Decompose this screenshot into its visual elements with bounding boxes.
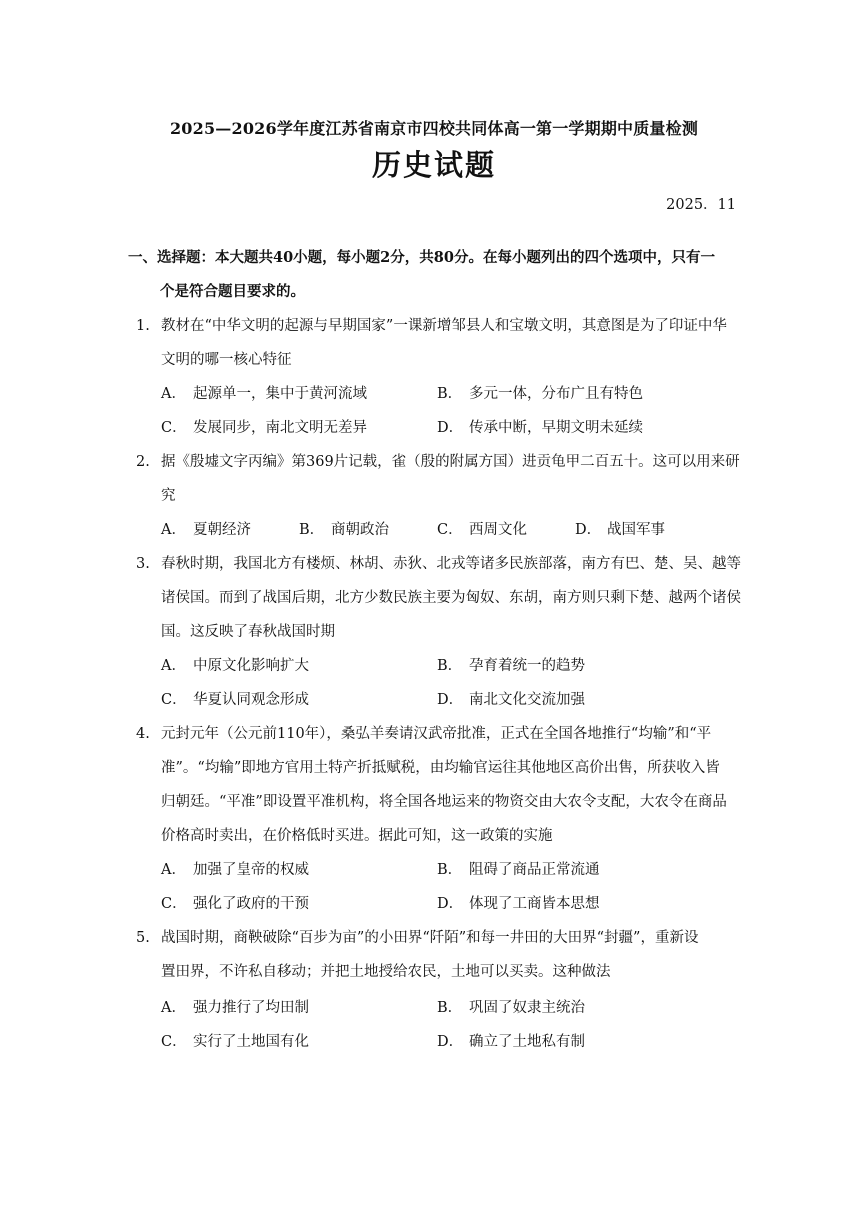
option-d[interactable]: D． 南北文化交流加强 (437, 692, 585, 708)
question-number: 5. (136, 930, 150, 946)
section-line-2: 个是符合题目要求的。 (160, 283, 305, 300)
option-c[interactable]: C． 华夏认同观念形成 (161, 692, 309, 708)
option-b[interactable]: B． 孕育着统一的趋势 (437, 658, 585, 674)
option-c[interactable]: C． 实行了土地国有化 (161, 1034, 309, 1050)
option-d[interactable]: D． 传承中断，早期文明未延续 (437, 420, 643, 436)
option-a[interactable]: A． 强力推行了均田制 (161, 1000, 309, 1016)
question-number: 4. (136, 726, 150, 742)
question-4-options-row-2 (161, 887, 741, 921)
question-4 (136, 717, 744, 853)
question-number: 3. (136, 556, 150, 572)
question-text-line: 教材在“中华文明的起源与早期国家”一课新增邹县人和宝墩文明，其意图是为了印证中华 (161, 318, 727, 334)
question-text-line: 诸侯国。而到了战国后期，北方少数民族主要为匈奴、东胡，南方则只剩下楚、越两个诸侯 (161, 590, 741, 606)
question-text-line: 文明的哪一核心特征 (161, 352, 292, 368)
question-text-line: 战国时期，商鞅破除“百步为亩”的小田界“阡陌”和每一井田的大田界“封疆”，重新设 (161, 930, 699, 946)
option-c[interactable]: C． 发展同步，南北文明无差异 (161, 420, 367, 436)
question-4-options-row-1 (161, 853, 741, 887)
option-a[interactable]: A． 起源单一，集中于黄河流域 (161, 386, 367, 402)
question-1-options-row-1 (161, 377, 741, 411)
option-d[interactable]: D． 战国军事 (575, 522, 665, 538)
question-number: 1. (136, 318, 150, 334)
section-instructions (128, 241, 748, 309)
option-b[interactable]: B． 多元一体，分布广且有特色 (437, 386, 643, 402)
question-text-line: 据《殷墟文字丙编》第369片记载，雀（殷的附属方国）进贡龟甲二百五十。这可以用来研 (161, 454, 740, 470)
subject-title: 历史试题 (371, 148, 496, 182)
question-text-line: 春秋时期，我国北方有楼烦、林胡、赤狄、北戎等诸多民族部落，南方有巴、楚、吴、越等 (161, 556, 741, 572)
question-text-line: 价格高时卖出，在价格低时买进。据此可知，这一政策的实施 (161, 828, 553, 844)
option-b[interactable]: B． 巩固了奴隶主统治 (437, 1000, 585, 1016)
option-d[interactable]: D． 体现了工商皆本思想 (437, 896, 600, 912)
exam-title: 2025—2026学年度江苏省南京市四校共同体高一第一学期期中质量检测 (169, 119, 699, 138)
option-b[interactable]: B． 阻碍了商品正常流通 (437, 862, 600, 878)
option-d[interactable]: D． 确立了土地私有制 (437, 1034, 585, 1050)
question-text-line: 国。这反映了春秋战国时期 (161, 624, 335, 640)
option-a[interactable]: A． 加强了皇帝的权威 (161, 862, 309, 878)
question-2-options-row (161, 513, 741, 547)
option-c[interactable]: C． 强化了政府的干预 (161, 896, 309, 912)
question-1-options-row-2 (161, 411, 741, 445)
question-3 (136, 547, 744, 649)
question-text-line: 归朝廷。“平准”即设置平准机构，将全国各地运来的物资交由大农令支配，大农令在商品 (161, 794, 727, 810)
option-a[interactable]: A． 夏朝经济 (161, 522, 251, 538)
exam-date: 2025．11 (666, 197, 736, 213)
question-5-options-row-2 (161, 1025, 741, 1059)
section-line-1: 一、选择题：本大题共40小题，每小题2分，共80分。在每小题列出的四个选项中，只有一 (128, 249, 715, 266)
question-3-options-row-2 (161, 683, 741, 717)
option-b[interactable]: B． 商朝政治 (299, 522, 389, 538)
question-text-line: 置田界，不许私自移动；并把土地授给农民，土地可以买卖。这种做法 (161, 964, 611, 980)
question-5 (136, 921, 744, 989)
question-5-options-row-1 (161, 991, 741, 1025)
option-c[interactable]: C． 西周文化 (437, 522, 527, 538)
question-text-line: 元封元年（公元前110年），桑弘羊奏请汉武帝批准，正式在全国各地推行“均输”和“平 (161, 726, 712, 742)
question-text-line: 准”。“均输”即地方官用土特产折抵赋税，由均输官运往其他地区高价出售，所获收入皆 (161, 760, 720, 776)
option-a[interactable]: A． 中原文化影响扩大 (161, 658, 309, 674)
question-text-line: 究 (161, 488, 176, 504)
question-3-options-row-1 (161, 649, 741, 683)
question-1 (136, 309, 744, 377)
question-number: 2. (136, 454, 150, 470)
question-2 (136, 445, 744, 513)
